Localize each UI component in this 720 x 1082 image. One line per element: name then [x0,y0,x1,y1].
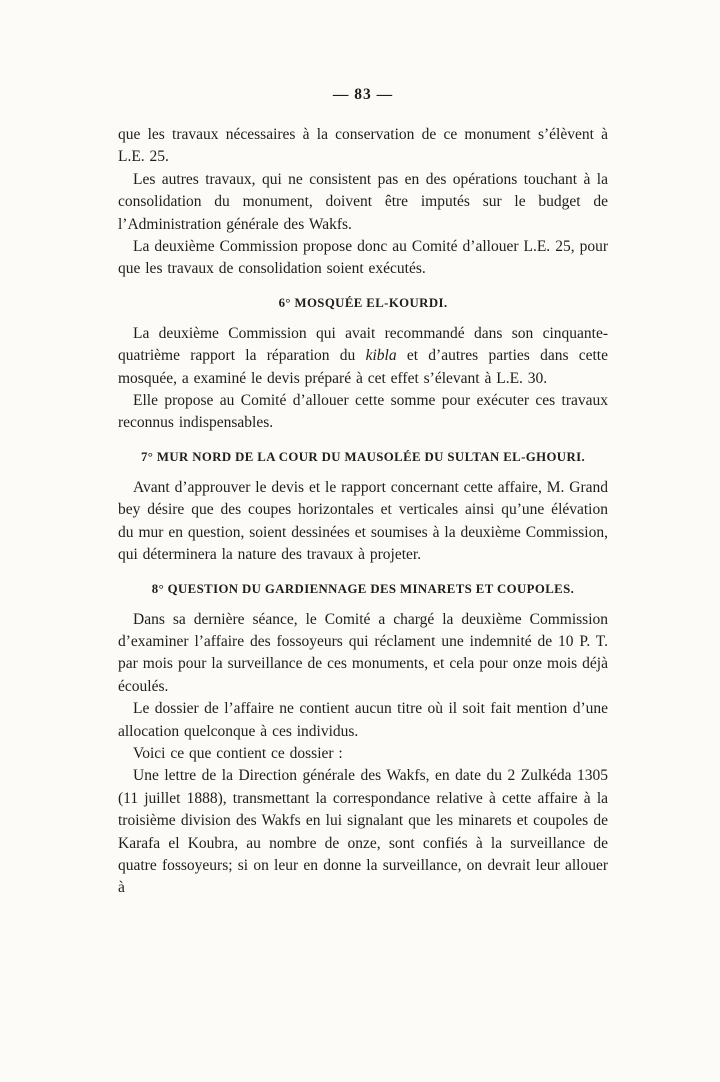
paragraph: Avant d’approuver le devis et le rapport concernant cette affaire, M. Grand bey désire que des coupes horizontales et verticales ainsi qu’une élévation du mur en question, soient dessinées et soumises à la deuxième Commission, qui déterminera la nature des travaux à projeter. [118,478,608,564]
paragraph-text: et d’autres parties dans cette mosquée, a examiné le devis préparé à cet effet s’élevant à L.E. 30. [118,347,608,387]
paragraph: Elle propose au Comité d’allouer cette somme pour exécuter ces travaux reconnus indispensables. [118,392,608,432]
section-heading-mur-nord: 7° MUR NORD DE LA COUR DU MAUSOLÉE DU SULTAN EL-GHOURI. [140,449,586,464]
paragraph: Une lettre de la Direction générale des Wakfs, en date du 2 Zulkéda 1305 (11 juillet 1888), transmettant la correspondance relative à cette affaire à la troisième division des Wakfs en lui signalant que les minarets et coupoles de Karafa el Koubra, au nombre de onze, sont confiés à la surveillance de quatre fossoyeurs; si on leur en donne la surveillance, on devrait leur allouer à [118,767,608,897]
italic-term: kibla [365,347,397,365]
paragraph: Les autres travaux, qui ne consistent pas en des opérations touchant à la consolidation du monument, doivent être imputés sur le budget de l’Administration générale des Wakfs. [118,170,608,233]
paragraph-text: La deuxième Commission qui avait recommandé dans son cinquante-quatrième rapport la réparation du [118,324,608,365]
paragraph: Dans sa dernière séance, le Comité a chargé la deuxième Commission d’examiner l’affaire des fossoyeurs qui réclament une indemnité de 10 P. T. par mois pour la surveillance de ces monuments, et cela pour onze mois déjà écoulés. [118,610,608,695]
section-heading-mosquee-el-kourdi: 6° MOSQUÉE EL-KOURDI. [278,295,448,310]
page-number: — 83 — [332,86,394,103]
paragraph: La deuxième Commission propose donc au Comité d’allouer L.E. 25, pour que les travaux de consolidation soient exécutés. [118,238,608,278]
paragraph: que les travaux nécessaires à la conservation de ce monument s’élèvent à L.E. 25. [118,126,608,166]
paragraph [118,323,608,390]
paragraph: Voici ce que contient ce dossier : [133,744,343,762]
scanned-page [118,0,608,900]
paragraph: Le dossier de l’affaire ne contient aucun titre où il soit fait mention d’une allocation quelconque à ces individus. [118,700,608,740]
section-heading-gardiennage: 8° QUESTION DU GARDIENNAGE DES MINARETS ET COUPOLES. [151,581,575,596]
